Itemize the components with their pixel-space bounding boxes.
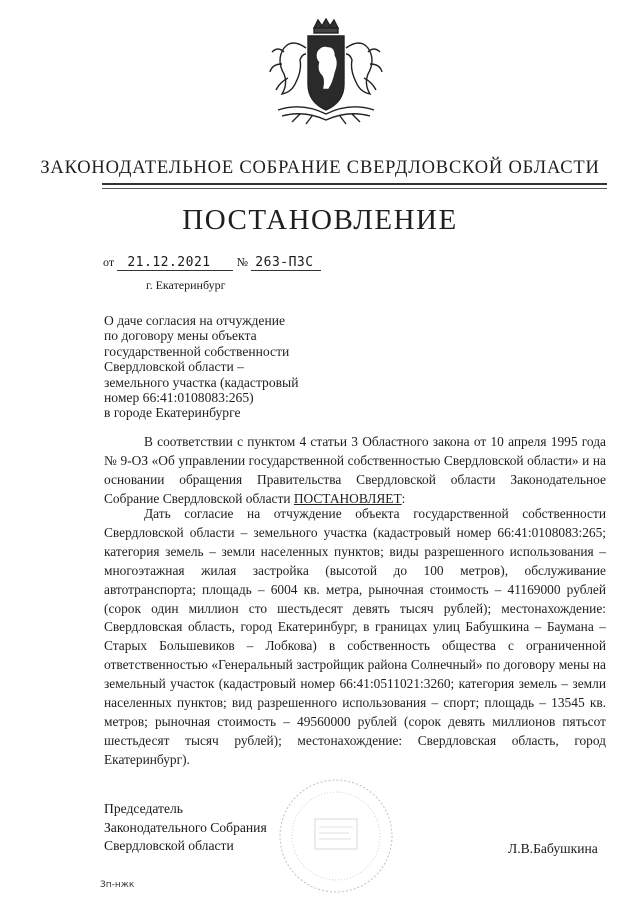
signatory-title [104, 800, 267, 856]
registration-stamp-image [275, 775, 397, 897]
preamble-end: : [401, 490, 406, 506]
signatory-title-line: Председатель [104, 801, 183, 816]
signatory-name: Л.В.Бабушкина [508, 841, 598, 856]
subject-line: в городе Екатеринбурге [104, 405, 241, 421]
footer-code: Зп-нжк [100, 880, 135, 890]
resolves-word: ПОСТАНОВЛЯЕТ [293, 490, 402, 506]
header-divider [102, 183, 607, 189]
subject-line: государственной собственности [104, 343, 290, 359]
coat-of-arms-emblem [262, 18, 390, 130]
subject-line: земельного участка (кадастровый [104, 374, 299, 390]
date-number-row [103, 254, 321, 271]
signatory-title-line: Законодательного Собрания [104, 819, 267, 835]
preamble-text: В соответствии с пунктом 4 статьи 3 Областного закона от 10 апреля 1995 года № 9-ОЗ «Об управлении государственной собственностью Свердловской области» и на основании обращения Правительства Свердловской области Законодательное Собрание Свердловской области [104, 434, 606, 506]
document-subject [104, 313, 344, 421]
number-prefix: № [236, 255, 249, 269]
preamble-paragraph [104, 433, 606, 509]
subject-line: О даче согласия на отчуждение [104, 313, 286, 328]
signatory-title-line: Свердловской области [104, 838, 234, 853]
issue-city: г. Екатеринбург [146, 278, 226, 292]
document-number: 263-ПЗС [251, 255, 321, 271]
organization-name: ЗАКОНОДАТЕЛЬНОЕ СОБРАНИЕ СВЕРДЛОВСКОЙ ОБЛАСТИ [40, 158, 600, 178]
resolution-paragraph: Дать согласие на отчуждение объекта государственной собственности Свердловской области – земельного участка (кадастровый номер 66:41:0108083:265; категория земель – земли населенных пунктов; виды разрешенного использования – многоэтажная жилая застройка (высотой до 100 метров), обслуживание автотранспорта; площадь – 6004 кв. метра, рыночная стоимость – 41169000 рублей (сорок один миллион сто шестьдесят девять тысяч рублей); местонахождение: Свердловская область, город Екатеринбург, в границах улиц Бабушкина – Баумана – Старых Большевиков – Лобкова) в собственность общества с ограниченной ответственностью «Генеральный застройщик района Солнечный» по договору мены на земельный участок (кадастровый номер 66:41:0511021:3260; категория земель – земли населенных пунктов; вид разрешенного использования – спорт; площадь – 13545 кв. метров; рыночная стоимость – 49560000 рублей (сорок девять миллионов пятьсот шестьдесят тысяч рублей); местонахождение: Свердловская область, город Екатеринбург). [104, 506, 606, 767]
date-prefix: от [103, 255, 115, 269]
document-date: 21.12.2021 [117, 255, 233, 271]
subject-line: Свердловской области – [104, 359, 244, 375]
subject-line: номер 66:41:0108083:265) [104, 390, 254, 406]
subject-line: по договору мены объекта [104, 328, 257, 344]
document-type-title: ПОСТАНОВЛЕНИЕ [182, 204, 458, 236]
